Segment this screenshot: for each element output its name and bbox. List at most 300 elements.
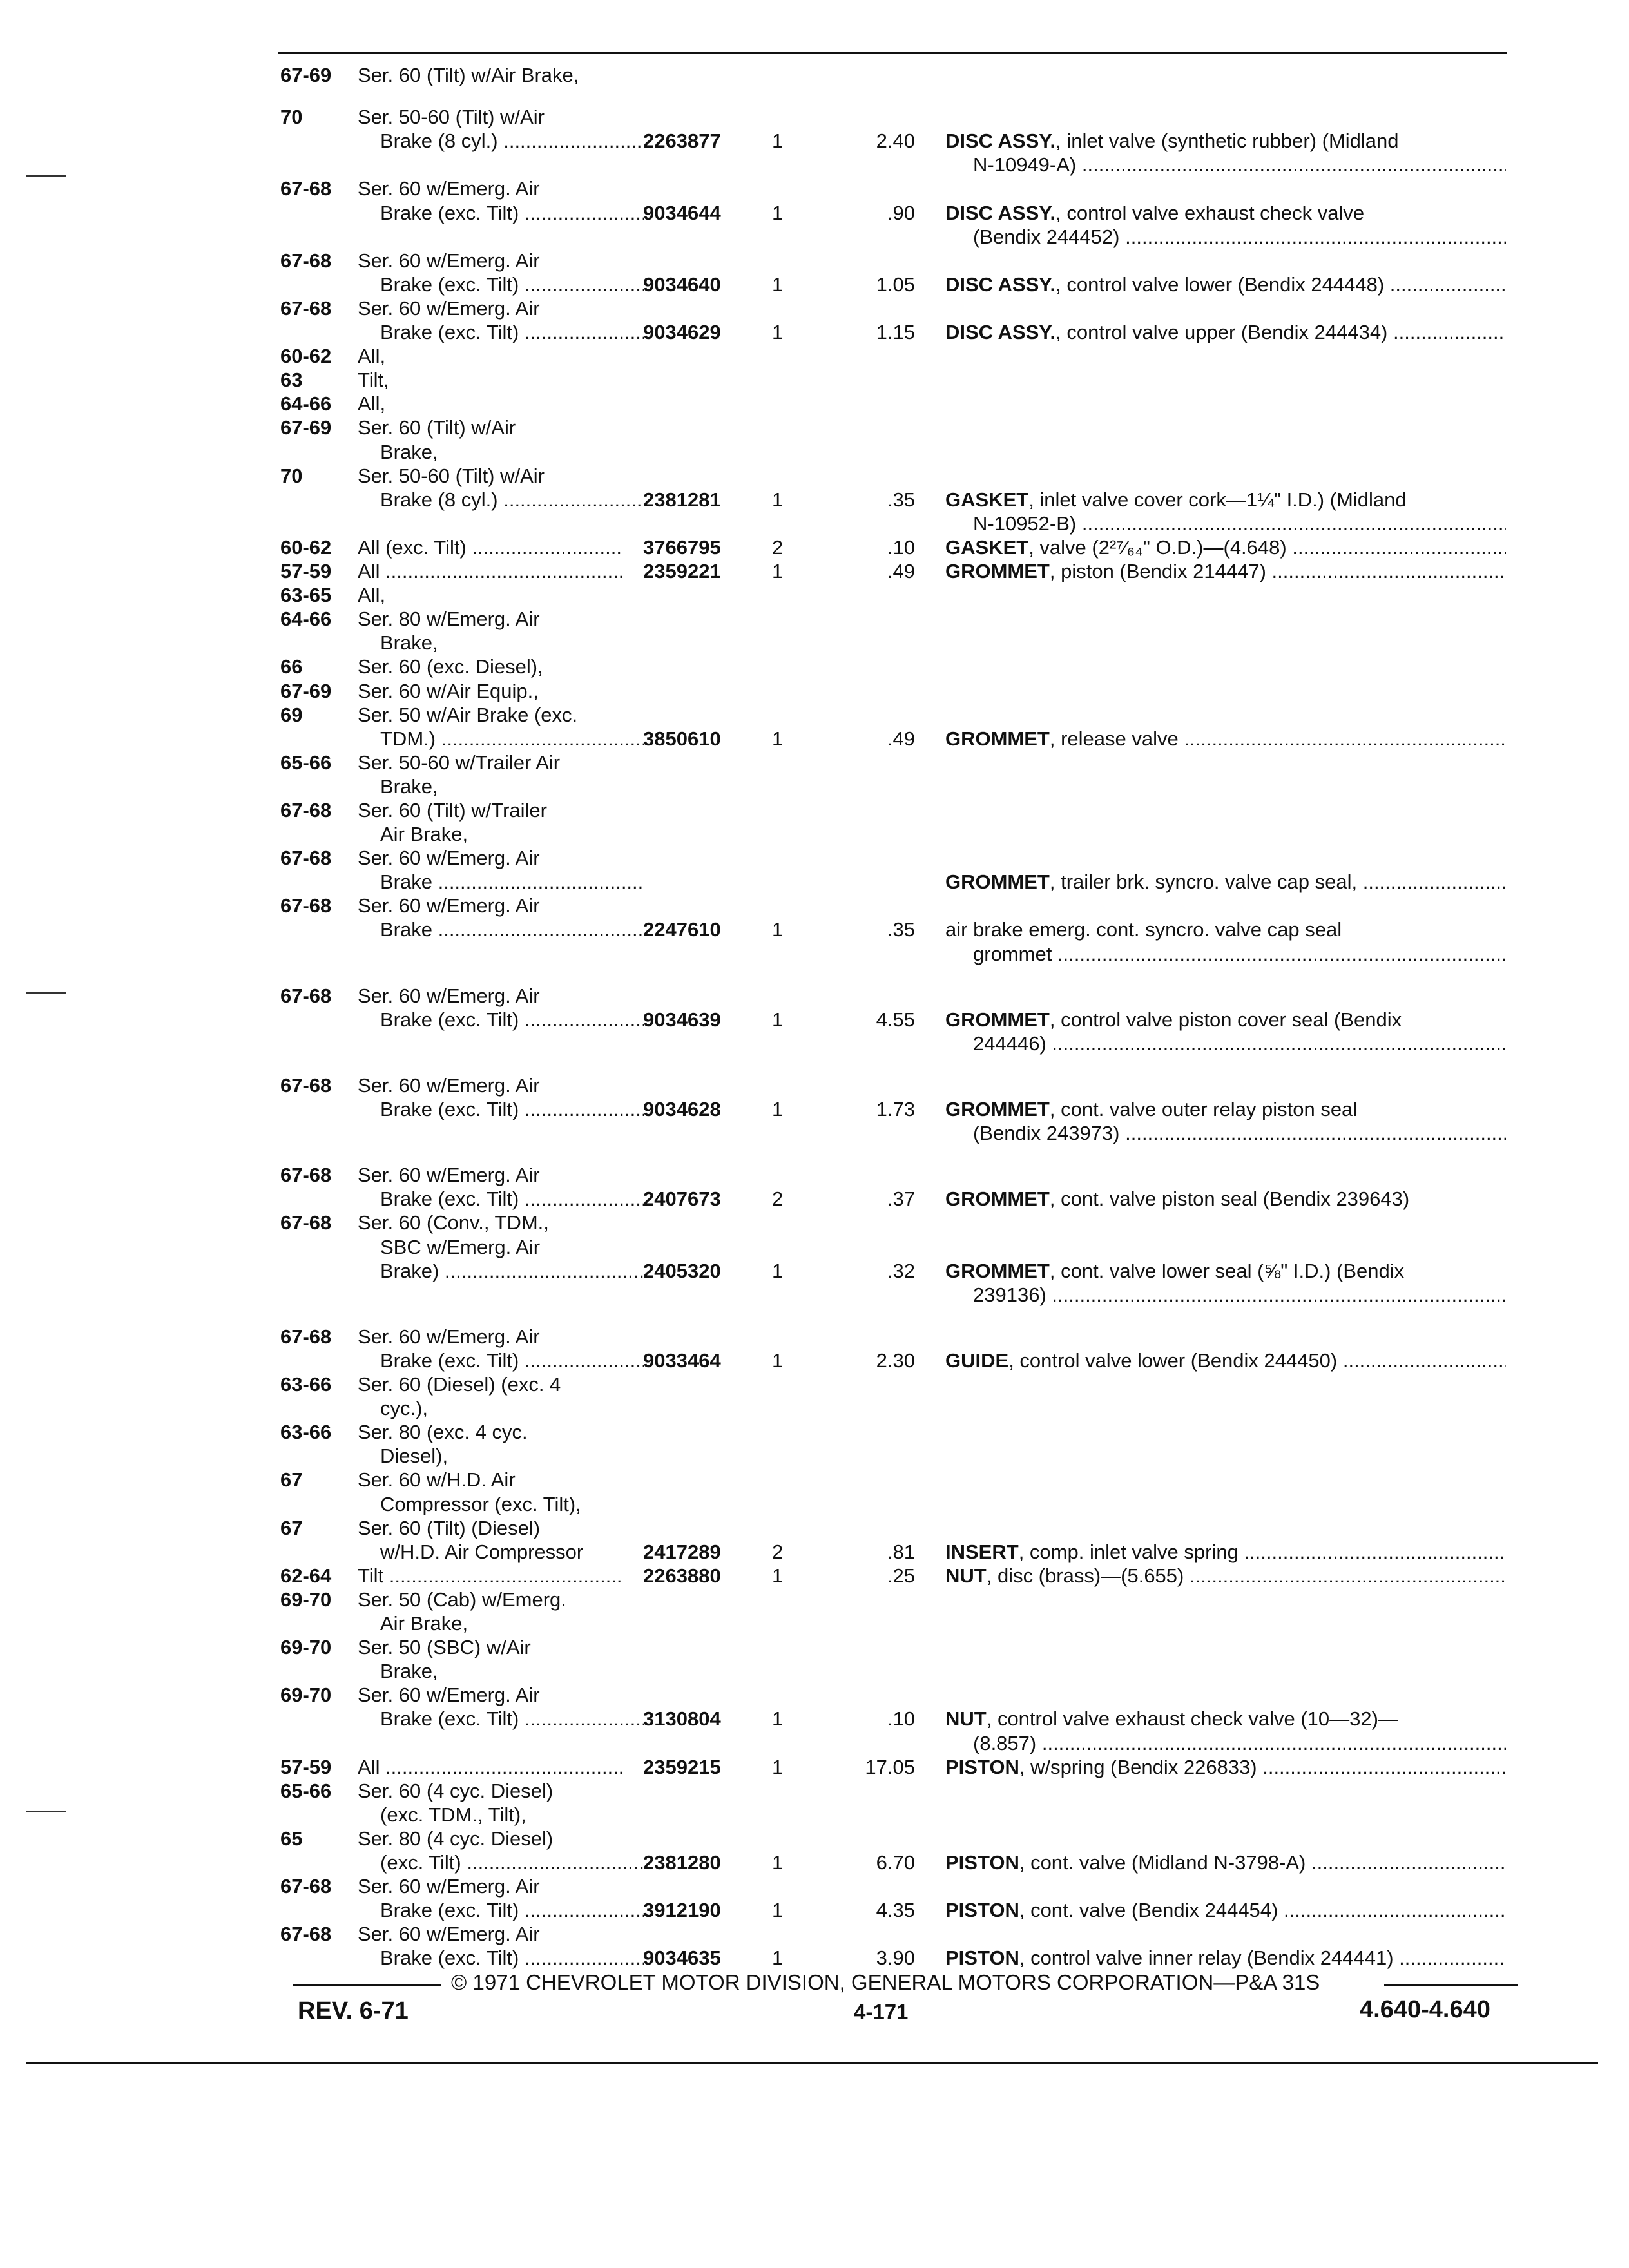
table-row bbox=[0, 559, 1629, 585]
model-years: 65-66 bbox=[280, 1780, 332, 1802]
table-row bbox=[0, 512, 1629, 537]
list-price: .35 bbox=[887, 488, 915, 511]
quantity: 1 bbox=[772, 202, 784, 224]
model-years: 67-69 bbox=[280, 64, 332, 86]
table-row bbox=[0, 1283, 1629, 1309]
model-years: 64-66 bbox=[280, 608, 332, 630]
part-description: GASKET, valve (2²⁷⁄₆₄" O.D.)—(4.648) ..... bbox=[945, 535, 1506, 560]
model-years: 63-65 bbox=[280, 584, 332, 606]
table-row bbox=[0, 1683, 1629, 1709]
table-row bbox=[0, 942, 1629, 968]
table-row bbox=[0, 1121, 1629, 1147]
table-row bbox=[0, 1874, 1629, 1900]
table-row bbox=[0, 1349, 1629, 1374]
application: All ..... bbox=[358, 1755, 622, 1780]
application: Brake (exc. Tilt) ..... bbox=[380, 1707, 644, 1731]
part-name: PISTON bbox=[945, 1756, 1019, 1778]
part-name: NUT bbox=[945, 1564, 987, 1587]
list-price: 4.55 bbox=[876, 1008, 915, 1031]
list-price: .10 bbox=[887, 536, 915, 559]
table-row bbox=[0, 583, 1629, 609]
quantity: 1 bbox=[772, 488, 784, 511]
application: Brake (exc. Tilt) ..... bbox=[380, 1349, 644, 1373]
model-years: 57-59 bbox=[280, 560, 332, 582]
model-years: 67-68 bbox=[280, 985, 332, 1007]
model-years: 67-68 bbox=[280, 1074, 332, 1097]
application: Compressor (exc. Tilt), bbox=[380, 1493, 581, 1515]
application: Ser. 60 w/Emerg. Air bbox=[358, 985, 540, 1007]
application: Ser. 60 (Conv., TDM., bbox=[358, 1211, 549, 1234]
application: Diesel), bbox=[380, 1445, 448, 1467]
table-row bbox=[0, 679, 1629, 705]
table-row bbox=[0, 1635, 1629, 1661]
part-number: 9034639 bbox=[643, 1008, 721, 1031]
part-name: GROMMET bbox=[945, 1008, 1050, 1031]
table-row bbox=[0, 1032, 1629, 1057]
footer-section-range: 4.640-4.640 bbox=[1360, 1996, 1490, 2023]
table-row bbox=[0, 1850, 1629, 1876]
part-number: 9034644 bbox=[643, 202, 721, 224]
application: Ser. 50-60 (Tilt) w/Air bbox=[358, 465, 545, 487]
table-row bbox=[0, 631, 1629, 657]
table-row bbox=[0, 1008, 1629, 1033]
table-row bbox=[0, 1211, 1629, 1236]
part-description: GUIDE, control valve lower (Bendix 244450) ..... bbox=[945, 1349, 1506, 1373]
part-description: GROMMET, cont. valve outer relay piston seal bbox=[945, 1098, 1358, 1120]
application: Brake ..... bbox=[380, 870, 644, 894]
part-description: 239136) ..... bbox=[973, 1283, 1506, 1307]
part-name: GASKET bbox=[945, 536, 1029, 559]
application: Ser. 60 (Tilt) (Diesel) bbox=[358, 1517, 541, 1539]
list-price: 4.35 bbox=[876, 1899, 915, 1921]
table-row bbox=[0, 1396, 1629, 1422]
table-row bbox=[0, 1259, 1629, 1285]
model-years: 66 bbox=[280, 655, 303, 678]
application: Brake (exc. Tilt) ..... bbox=[380, 1946, 644, 1970]
table-row bbox=[0, 1540, 1629, 1566]
application: Ser. 60 w/Emerg. Air bbox=[358, 894, 540, 917]
quantity: 2 bbox=[772, 1541, 784, 1563]
part-description: DISC ASSY., control valve upper (Bendix 244434) ..... bbox=[945, 320, 1506, 345]
part-name: GASKET bbox=[945, 488, 1029, 511]
table-row bbox=[0, 1325, 1629, 1350]
application: Ser. 60 w/Emerg. Air bbox=[358, 1074, 540, 1097]
part-description: GROMMET, cont. valve lower seal (⅝" I.D.) (Bendix bbox=[945, 1260, 1405, 1282]
model-years: 63-66 bbox=[280, 1373, 332, 1396]
application: (exc. TDM., Tilt), bbox=[380, 1803, 526, 1826]
application: Ser. 50 w/Air Brake (exc. bbox=[358, 704, 578, 726]
application: Brake, bbox=[380, 631, 438, 654]
table-row bbox=[0, 1731, 1629, 1757]
part-number: 3130804 bbox=[643, 1707, 721, 1730]
application: Tilt, bbox=[358, 369, 389, 391]
application: Air Brake, bbox=[380, 1612, 468, 1635]
part-name: INSERT bbox=[945, 1541, 1019, 1563]
model-years: 65-66 bbox=[280, 751, 332, 774]
model-years: 67-68 bbox=[280, 894, 332, 917]
part-description: DISC ASSY., control valve exhaust check valve bbox=[945, 202, 1365, 224]
table-row bbox=[0, 1073, 1629, 1099]
list-price: .35 bbox=[887, 918, 915, 941]
table-row bbox=[0, 846, 1629, 872]
table-row bbox=[0, 1097, 1629, 1123]
application: Brake (exc. Tilt) ..... bbox=[380, 1187, 644, 1211]
application: Ser. 60 w/Emerg. Air bbox=[358, 177, 540, 200]
application: Ser. 80 w/Emerg. Air bbox=[358, 608, 540, 630]
application: Brake (exc. Tilt) ..... bbox=[380, 1008, 644, 1032]
part-description: (Bendix 243973) ..... bbox=[973, 1121, 1506, 1146]
part-description: air brake emerg. cont. syncro. valve cap seal bbox=[945, 918, 1342, 941]
table-row bbox=[0, 344, 1629, 370]
application: Brake ..... bbox=[380, 918, 644, 942]
table-row bbox=[0, 894, 1629, 919]
footer-rule-right bbox=[1384, 1984, 1518, 1986]
table-row bbox=[0, 1516, 1629, 1542]
quantity: 1 bbox=[772, 1098, 784, 1120]
list-price: 3.90 bbox=[876, 1946, 915, 1969]
quantity: 1 bbox=[772, 1008, 784, 1031]
table-row bbox=[0, 984, 1629, 1010]
part-number: 9034629 bbox=[643, 321, 721, 343]
application: Ser. 60 w/Emerg. Air bbox=[358, 1164, 540, 1186]
table-row bbox=[0, 1803, 1629, 1829]
part-description: N-10949-A) ..... bbox=[973, 153, 1506, 177]
part-description: GROMMET, control valve piston cover seal (Bendix bbox=[945, 1008, 1402, 1031]
part-number: 3766795 bbox=[643, 536, 721, 559]
quantity: 1 bbox=[772, 273, 784, 296]
table-row bbox=[0, 1588, 1629, 1613]
list-price: .81 bbox=[887, 1541, 915, 1563]
table-row bbox=[0, 655, 1629, 680]
table-row bbox=[0, 1707, 1629, 1733]
footer-rule-left bbox=[293, 1984, 441, 1986]
list-price: .90 bbox=[887, 202, 915, 224]
table-row bbox=[0, 535, 1629, 561]
part-description: grommet ..... bbox=[973, 942, 1506, 966]
table-row bbox=[0, 416, 1629, 441]
table-row bbox=[0, 201, 1629, 227]
table-row bbox=[0, 703, 1629, 729]
quantity: 1 bbox=[772, 1756, 784, 1778]
model-years: 69-70 bbox=[280, 1588, 332, 1611]
part-number: 2263877 bbox=[643, 130, 721, 152]
application: Ser. 60 w/Emerg. Air bbox=[358, 297, 540, 320]
application: Ser. 60 (Tilt) w/Air Brake, bbox=[358, 64, 579, 86]
model-years: 70 bbox=[280, 465, 303, 487]
model-years: 67-68 bbox=[280, 177, 332, 200]
model-years: 60-62 bbox=[280, 536, 332, 559]
table-row bbox=[0, 727, 1629, 753]
model-years: 62-64 bbox=[280, 1564, 332, 1587]
table-row bbox=[0, 1755, 1629, 1781]
table-row bbox=[0, 1468, 1629, 1494]
part-description: (8.857) ..... bbox=[973, 1731, 1506, 1756]
table-row bbox=[0, 918, 1629, 943]
application: Ser. 60 w/Emerg. Air bbox=[358, 1875, 540, 1898]
part-description: PISTON, cont. valve (Midland N-3798-A) ..... bbox=[945, 1850, 1506, 1875]
table-row bbox=[0, 1779, 1629, 1805]
table-row bbox=[0, 607, 1629, 633]
application: Ser. 60 (4 cyc. Diesel) bbox=[358, 1780, 554, 1802]
part-number: 9034628 bbox=[643, 1098, 721, 1120]
table-row bbox=[0, 751, 1629, 776]
list-price: 6.70 bbox=[876, 1851, 915, 1874]
table-row bbox=[0, 1235, 1629, 1261]
part-description: INSERT, comp. inlet valve spring ..... bbox=[945, 1540, 1506, 1564]
model-years: 67-68 bbox=[280, 1923, 332, 1945]
table-row bbox=[0, 249, 1629, 274]
application: Brake (exc. Tilt) ..... bbox=[380, 201, 644, 226]
table-row bbox=[0, 1420, 1629, 1446]
footer-copyright: © 1971 CHEVROLET MOTOR DIVISION, GENERAL MOTORS CORPORATION—P&A 31S bbox=[451, 1970, 1320, 1994]
part-description: DISC ASSY., control valve lower (Bendix 244448) ..... bbox=[945, 273, 1506, 297]
part-description: GROMMET, cont. valve piston seal (Bendix 239643) bbox=[945, 1187, 1410, 1210]
application: Brake, bbox=[380, 441, 438, 463]
table-row bbox=[0, 1444, 1629, 1470]
table-row bbox=[0, 273, 1629, 298]
application: w/H.D. Air Compressor bbox=[380, 1541, 584, 1563]
application: Tilt ..... bbox=[358, 1564, 622, 1588]
table-row bbox=[0, 1922, 1629, 1948]
table-row bbox=[0, 392, 1629, 418]
part-number: 9034635 bbox=[643, 1946, 721, 1969]
part-name: GROMMET bbox=[945, 1098, 1050, 1120]
part-name: GROMMET bbox=[945, 870, 1050, 893]
table-row bbox=[0, 1163, 1629, 1189]
table-row bbox=[0, 1898, 1629, 1924]
part-number: 2381281 bbox=[643, 488, 721, 511]
table-row bbox=[0, 798, 1629, 824]
quantity: 1 bbox=[772, 1260, 784, 1282]
application: All ..... bbox=[358, 559, 622, 584]
application: Ser. 80 (4 cyc. Diesel) bbox=[358, 1827, 554, 1850]
table-row bbox=[0, 440, 1629, 466]
quantity: 1 bbox=[772, 1851, 784, 1874]
table-row bbox=[0, 1564, 1629, 1590]
table-row bbox=[0, 177, 1629, 202]
part-description: GROMMET, trailer brk. syncro. valve cap seal, ..... bbox=[945, 870, 1506, 894]
part-number: 2263880 bbox=[643, 1564, 721, 1587]
application: All, bbox=[358, 345, 386, 367]
application: All, bbox=[358, 584, 386, 606]
part-number: 3850610 bbox=[643, 727, 721, 750]
part-name: DISC ASSY. bbox=[945, 273, 1056, 296]
part-description: GASKET, inlet valve cover cork—1¼" I.D.) (Midland bbox=[945, 488, 1407, 511]
application: Brake (exc. Tilt) ..... bbox=[380, 320, 644, 345]
model-years: 67-68 bbox=[280, 799, 332, 822]
part-name: GROMMET bbox=[945, 727, 1050, 750]
part-description: DISC ASSY., inlet valve (synthetic rubber) (Midland bbox=[945, 130, 1399, 152]
model-years: 67-68 bbox=[280, 297, 332, 320]
quantity: 1 bbox=[772, 1946, 784, 1969]
table-row bbox=[0, 129, 1629, 155]
bottom-rule bbox=[26, 2062, 1598, 2064]
part-number: 2359221 bbox=[643, 560, 721, 582]
list-price: 1.73 bbox=[876, 1098, 915, 1120]
quantity: 2 bbox=[772, 536, 784, 559]
application: Air Brake, bbox=[380, 823, 468, 845]
part-number: 2359215 bbox=[643, 1756, 721, 1778]
table-row bbox=[0, 870, 1629, 896]
table-row bbox=[0, 320, 1629, 346]
table-row bbox=[0, 1492, 1629, 1518]
model-years: 57-59 bbox=[280, 1756, 332, 1778]
model-years: 63 bbox=[280, 369, 303, 391]
application: Ser. 60 w/Emerg. Air bbox=[358, 1923, 540, 1945]
application: Ser. 60 (exc. Diesel), bbox=[358, 655, 543, 678]
application: Brake (exc. Tilt) ..... bbox=[380, 273, 644, 297]
model-years: 67-68 bbox=[280, 1875, 332, 1898]
list-price: 1.15 bbox=[876, 321, 915, 343]
part-name: GROMMET bbox=[945, 1260, 1050, 1282]
application: Brake (exc. Tilt) ..... bbox=[380, 1097, 644, 1122]
table-row bbox=[0, 296, 1629, 322]
part-name: PISTON bbox=[945, 1851, 1019, 1874]
application: Brake, bbox=[380, 775, 438, 798]
application: Ser. 60 w/Emerg. Air bbox=[358, 249, 540, 272]
application: Ser. 60 (Diesel) (exc. 4 bbox=[358, 1373, 561, 1396]
model-years: 67 bbox=[280, 1517, 303, 1539]
part-name: GUIDE bbox=[945, 1349, 1009, 1372]
quantity: 1 bbox=[772, 1899, 784, 1921]
application: Brake) ..... bbox=[380, 1259, 644, 1283]
table-row bbox=[0, 488, 1629, 514]
list-price: 1.05 bbox=[876, 273, 915, 296]
top-rule bbox=[278, 52, 1507, 54]
part-number: 2417289 bbox=[643, 1541, 721, 1563]
model-years: 67-68 bbox=[280, 1211, 332, 1234]
list-price: 2.40 bbox=[876, 130, 915, 152]
part-description: 244446) ..... bbox=[973, 1032, 1506, 1056]
list-price: .32 bbox=[887, 1260, 915, 1282]
model-years: 67-68 bbox=[280, 1325, 332, 1348]
quantity: 1 bbox=[772, 321, 784, 343]
table-row bbox=[0, 1372, 1629, 1398]
footer-page-number: 4-171 bbox=[854, 2000, 909, 2024]
application: (exc. Tilt) ..... bbox=[380, 1850, 644, 1875]
table-row bbox=[0, 1946, 1629, 1972]
application: Brake (8 cyl.) ..... bbox=[380, 129, 644, 153]
quantity: 2 bbox=[772, 1187, 784, 1210]
list-price: .10 bbox=[887, 1707, 915, 1730]
model-years: 69-70 bbox=[280, 1636, 332, 1658]
part-name: NUT bbox=[945, 1707, 987, 1730]
list-price: 2.30 bbox=[876, 1349, 915, 1372]
model-years: 69-70 bbox=[280, 1684, 332, 1706]
part-description: PISTON, cont. valve (Bendix 244454) ..... bbox=[945, 1898, 1506, 1923]
quantity: 1 bbox=[772, 727, 784, 750]
quantity: 1 bbox=[772, 1564, 784, 1587]
application: Ser. 60 w/Emerg. Air bbox=[358, 847, 540, 869]
part-description: GROMMET, piston (Bendix 214447) ..... bbox=[945, 559, 1506, 584]
application: Ser. 50-60 w/Trailer Air bbox=[358, 751, 561, 774]
part-number: 2405320 bbox=[643, 1260, 721, 1282]
part-number: 3912190 bbox=[643, 1899, 721, 1921]
part-name: PISTON bbox=[945, 1899, 1019, 1921]
application: Ser. 80 (exc. 4 cyc. bbox=[358, 1421, 528, 1443]
model-years: 67-68 bbox=[280, 847, 332, 869]
application: Ser. 60 w/Emerg. Air bbox=[358, 1325, 540, 1348]
application: SBC w/Emerg. Air bbox=[380, 1236, 541, 1258]
table-row bbox=[0, 1827, 1629, 1852]
part-name: DISC ASSY. bbox=[945, 321, 1056, 343]
part-description: NUT, disc (brass)—(5.655) ..... bbox=[945, 1564, 1506, 1588]
application: Ser. 50 (Cab) w/Emerg. bbox=[358, 1588, 566, 1611]
table-row bbox=[0, 153, 1629, 178]
application: Brake (exc. Tilt) ..... bbox=[380, 1898, 644, 1923]
model-years: 64-66 bbox=[280, 392, 332, 415]
application: Ser. 60 (Tilt) w/Trailer bbox=[358, 799, 547, 822]
part-number: 2247610 bbox=[643, 918, 721, 941]
table-row bbox=[0, 822, 1629, 848]
table-row bbox=[0, 774, 1629, 800]
application: Brake, bbox=[380, 1660, 438, 1682]
footer-revision: REV. 6-71 bbox=[298, 1997, 409, 2024]
model-years: 69 bbox=[280, 704, 303, 726]
model-years: 65 bbox=[280, 1827, 303, 1850]
table-row bbox=[0, 1611, 1629, 1637]
part-description: PISTON, control valve inner relay (Bendix 244441) ..... bbox=[945, 1946, 1506, 1970]
model-years: 67-68 bbox=[280, 1164, 332, 1186]
model-years: 67 bbox=[280, 1468, 303, 1491]
list-price: .25 bbox=[887, 1564, 915, 1587]
table-row bbox=[0, 63, 1629, 89]
quantity: 1 bbox=[772, 1707, 784, 1730]
part-name: PISTON bbox=[945, 1946, 1019, 1969]
model-years: 67-69 bbox=[280, 416, 332, 439]
quantity: 1 bbox=[772, 1349, 784, 1372]
part-number: 2407673 bbox=[643, 1187, 721, 1210]
table-row bbox=[0, 368, 1629, 394]
part-name: GROMMET bbox=[945, 1187, 1050, 1210]
table-row bbox=[0, 225, 1629, 251]
part-number: 9033464 bbox=[643, 1349, 721, 1372]
quantity: 1 bbox=[772, 560, 784, 582]
application: All, bbox=[358, 392, 386, 415]
part-number: 2381280 bbox=[643, 1851, 721, 1874]
model-years: 67-68 bbox=[280, 249, 332, 272]
model-years: 67-69 bbox=[280, 680, 332, 702]
quantity: 1 bbox=[772, 918, 784, 941]
list-price: .49 bbox=[887, 727, 915, 750]
quantity: 1 bbox=[772, 130, 784, 152]
table-row bbox=[0, 1187, 1629, 1213]
part-description: (Bendix 244452) ..... bbox=[973, 225, 1506, 249]
model-years: 70 bbox=[280, 106, 303, 128]
table-row bbox=[0, 1659, 1629, 1685]
table-row bbox=[0, 105, 1629, 131]
list-price: .37 bbox=[887, 1187, 915, 1210]
table-row bbox=[0, 464, 1629, 490]
application: Ser. 60 w/Emerg. Air bbox=[358, 1684, 540, 1706]
part-name: GROMMET bbox=[945, 560, 1050, 582]
part-name: DISC ASSY. bbox=[945, 202, 1056, 224]
application: Ser. 60 (Tilt) w/Air bbox=[358, 416, 516, 439]
part-description: NUT, control valve exhaust check valve (10—32)— bbox=[945, 1707, 1398, 1730]
application: TDM.) ..... bbox=[380, 727, 644, 751]
application: All (exc. Tilt) ..... bbox=[358, 535, 622, 560]
application: Ser. 50-60 (Tilt) w/Air bbox=[358, 106, 545, 128]
part-description: PISTON, w/spring (Bendix 226833) ..... bbox=[945, 1755, 1506, 1780]
application: Ser. 60 w/H.D. Air bbox=[358, 1468, 516, 1491]
part-name: DISC ASSY. bbox=[945, 130, 1056, 152]
model-years: 63-66 bbox=[280, 1421, 332, 1443]
application: Ser. 50 (SBC) w/Air bbox=[358, 1636, 531, 1658]
application: Ser. 60 w/Air Equip., bbox=[358, 680, 539, 702]
model-years: 60-62 bbox=[280, 345, 332, 367]
list-price: .49 bbox=[887, 560, 915, 582]
part-description: N-10952-B) ..... bbox=[973, 512, 1506, 536]
